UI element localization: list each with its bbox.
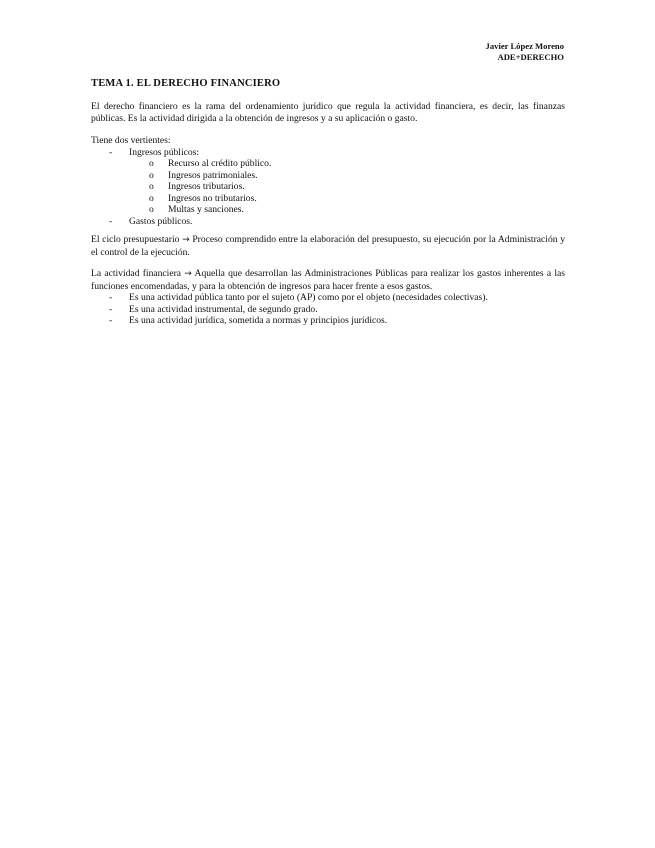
sublist-item-label: Multas y sanciones. [168, 204, 244, 215]
list-item-label: Gastos públicos. [129, 215, 193, 227]
actividad-paragraph [91, 268, 565, 292]
vertientes-list [91, 147, 565, 159]
actividad-list [91, 292, 565, 327]
dash-bullet: - [109, 315, 113, 326]
vertientes-section [91, 135, 565, 227]
right-arrow-icon: → [184, 269, 192, 279]
right-arrow-icon: → [182, 235, 190, 245]
ciclo-paragraph [91, 234, 565, 258]
actividad-section [91, 268, 565, 327]
dash-bullet: - [109, 292, 113, 303]
vertientes-lead: Tiene dos vertientes: [91, 135, 171, 146]
ciclo-term: El ciclo presupuestario [91, 234, 180, 245]
circle-bullet: o [149, 181, 154, 192]
actividad-definition: Aquella que desarrollan las Administraciones Públicas para realizar los gastos inherentes a las funciones encomendadas, y para la obtención de ingresos para hacer frente a esos gastos. [91, 268, 565, 292]
list-item-label: Es una actividad pública tanto por el sujeto (AP) como por el objeto (necesidades colectivas). [129, 292, 488, 303]
sublist-item-label: Ingresos patrimoniales. [168, 169, 258, 181]
sublist-item [91, 170, 565, 182]
circle-bullet: o [149, 158, 154, 169]
list-item [91, 216, 565, 228]
ingresos-sublist [91, 158, 565, 216]
ciclo-section [91, 234, 565, 258]
list-item [91, 304, 565, 316]
list-item-label: Es una actividad instrumental, de segundo grado. [129, 303, 318, 315]
header-author: Javier López Moreno [485, 41, 564, 51]
ciclo-definition: Proceso comprendido entre la elaboración del presupuesto, su ejecución por la Administración y el control de la ejecución. [91, 234, 566, 258]
list-item [91, 292, 565, 304]
list-item [91, 315, 565, 327]
intro-section [91, 101, 565, 124]
list-item [91, 147, 565, 159]
sublist-item-label: Ingresos tributarios. [168, 181, 245, 192]
sublist-item [91, 158, 565, 170]
dash-bullet: - [109, 303, 113, 315]
dash-bullet: - [109, 215, 113, 227]
page-header [486, 41, 564, 63]
actividad-term: La actividad financiera [91, 268, 182, 279]
vertientes-list-cont [91, 216, 565, 228]
dash-bullet: - [109, 146, 113, 158]
circle-bullet: o [149, 204, 154, 215]
list-item-label: Es una actividad jurídica, sometida a normas y principios jurídicos. [129, 315, 388, 326]
sublist-item [91, 193, 565, 205]
sublist-item [91, 181, 565, 193]
sublist-item-label: Recurso al crédito público. [168, 158, 272, 169]
circle-bullet: o [149, 192, 154, 204]
document-title: TEMA 1. EL DERECHO FINANCIERO [91, 78, 281, 89]
intro-paragraph: El derecho financiero es la rama del ordenamiento jurídico que regula la actividad financiera, es decir, las finanzas públicas. Es la actividad dirigida a la obtención de ingresos y a su aplicación o gasto. [91, 101, 565, 124]
header-course: ADE+DERECHO [497, 52, 564, 62]
sublist-item [91, 204, 565, 216]
circle-bullet: o [149, 169, 154, 181]
list-item-label: Ingresos públicos: [129, 146, 200, 158]
sublist-item-label: Ingresos no tributarios. [168, 192, 257, 204]
